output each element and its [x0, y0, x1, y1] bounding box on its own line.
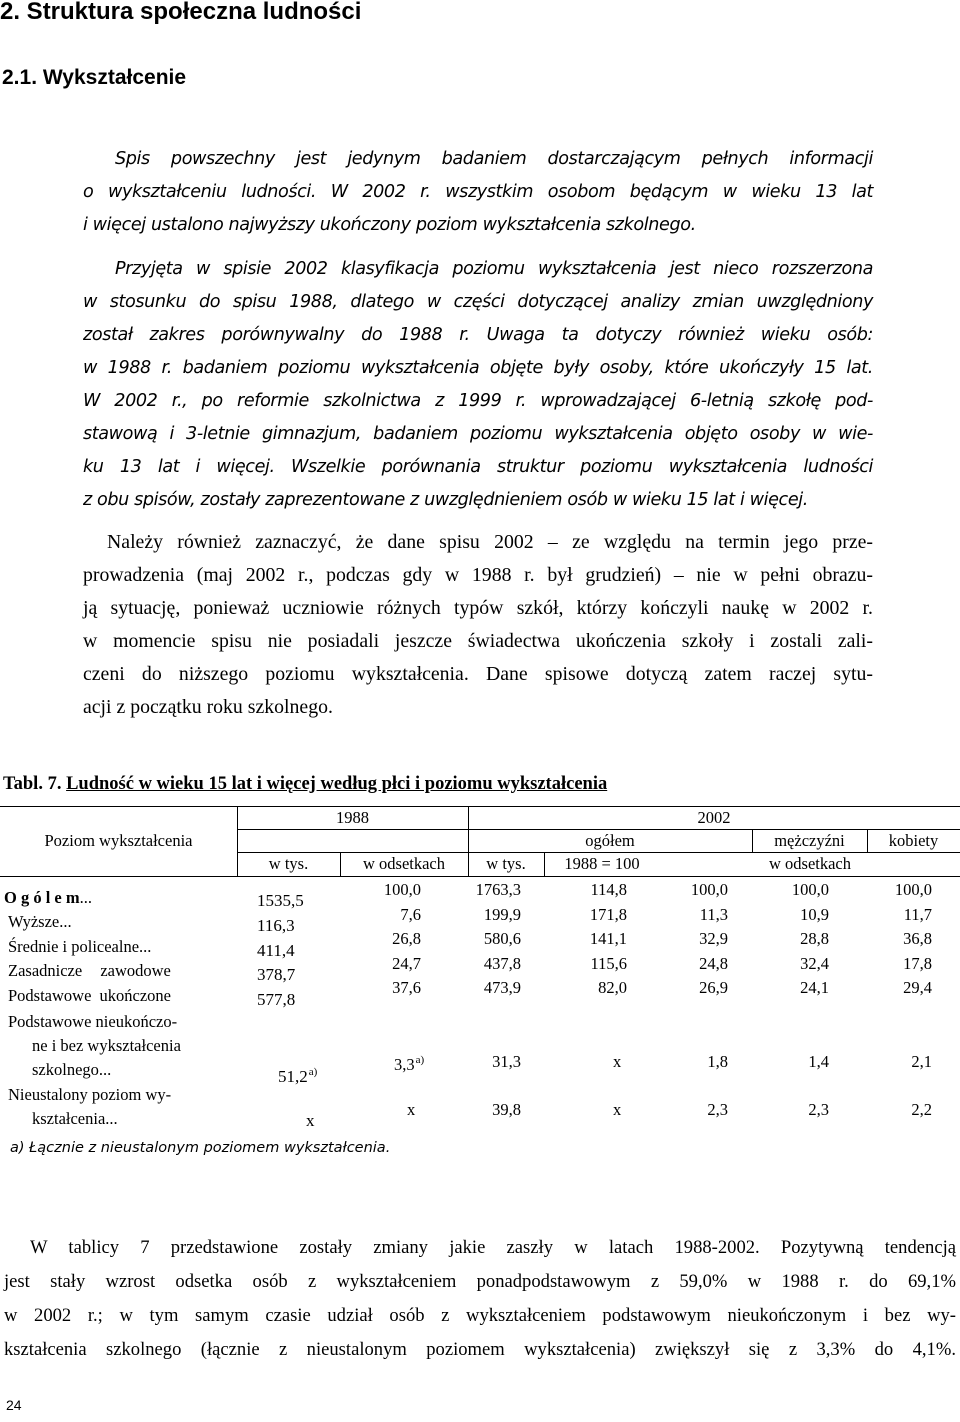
header-rule: [237, 852, 960, 853]
header-percent-1988: w odsetkach: [362, 854, 446, 873]
cell-1988-tys: 411,4: [257, 941, 295, 960]
text-line: W 2002 r., po reformie szkolnictwa z 1999 r. wprowadzającej 6-letnią szkołę pod-: [83, 391, 873, 411]
text-line: o wykształceniu ludności. W 2002 r. wszystkim osobom będącym w wieku 13 lat: [83, 182, 873, 202]
text-line: Przyjęta w spisie 2002 klasyfikacja poziomu wykształcenia jest nieco rozszerzona: [115, 259, 873, 279]
cell-2002-tys: 199,9: [483, 905, 521, 924]
row-label-vocational: Zasadnicze zawodowe: [8, 961, 171, 980]
cell-2002-tys: 31,3: [492, 1052, 521, 1071]
cell-men-pct: 1,4: [808, 1052, 829, 1071]
text-line: stawową i 3-letnie gimnazjum, badaniem poziomu wykształcenia objęto osoby w wie-: [83, 424, 873, 444]
row-label-unknown: [8, 1083, 171, 1131]
cell-index: 114,8: [590, 880, 627, 899]
cell-women-pct: 29,4: [903, 978, 932, 997]
cell-men-pct: 24,1: [800, 978, 829, 997]
cell-2002-tys: 580,6: [483, 929, 521, 948]
page-number: 24: [6, 1397, 22, 1413]
cell-1988-tys: 1535,5: [257, 891, 304, 910]
cell-1988-tys: x: [306, 1111, 315, 1130]
cell-women-pct: 36,8: [903, 929, 932, 948]
header-thousands-2002: w tys.: [486, 854, 526, 873]
cell-men-pct: 100,0: [791, 880, 829, 899]
cell-women-pct: 2,1: [911, 1052, 932, 1071]
header-percent-2002: w odsetkach: [768, 854, 852, 873]
text-line: jest stały wzrost odsetka osób z wykształceniem ponadpodstawowym z 59,0% w 1988 r. do 69,1%: [4, 1271, 956, 1292]
row-label-total: O g ó l e m...: [4, 888, 92, 907]
cell-1988-tys: 51,2$^{a)}$: [278, 1066, 318, 1086]
cell-index: 82,0: [598, 978, 627, 997]
paragraph-summary: [4, 1231, 956, 1367]
cell-1988-pct: 7,6: [400, 905, 421, 924]
cell-index: x: [613, 1052, 622, 1071]
cell-2002-total-pct: 1,8: [707, 1052, 728, 1071]
table-number: Tabl. 7.: [3, 774, 62, 794]
cell-men-pct: 32,4: [800, 954, 829, 973]
text-line: W tablicy 7 przedstawione zostały zmiany jakie zaszły w latach 1988-2002. Pozytywną tendencją: [30, 1237, 956, 1258]
table-caption: [3, 774, 607, 795]
cell-men-pct: 2,3: [808, 1100, 829, 1119]
cell-women-pct: 100,0: [894, 880, 932, 899]
cell-men-pct: 28,8: [800, 929, 829, 948]
cell-1988-pct: 100,0: [383, 880, 421, 899]
header-total: ogółem: [585, 831, 635, 850]
row-label-secondary: Średnie i policealne...: [8, 937, 152, 956]
text-line: Spis powszechny jest jedynym badaniem dostarczającym pełnych informacji: [115, 149, 873, 169]
stub-header: Poziom wykształcenia: [44, 831, 193, 850]
cell-index: 115,6: [590, 954, 627, 973]
paragraph-1: [83, 143, 873, 242]
text-line: kształcenia szkolnego (łącznie z nieustalonym poziomem wykształcenia) zwiększył się z 3,3% do 4,1%.: [4, 1339, 956, 1360]
header-women: kobiety: [888, 831, 939, 850]
cell-women-pct: 17,8: [903, 954, 932, 973]
cell-2002-total-pct: 2,3: [707, 1100, 728, 1119]
header-thousands-1988: w tys.: [268, 854, 309, 873]
label-line: Nieustalony poziom wy-: [8, 1085, 172, 1104]
cell-1988-pct: 24,7: [392, 954, 421, 973]
text-line: ku 13 lat i więcej. Wszelkie porównania struktur poziomu wykształcenia ludności: [83, 457, 873, 477]
cell-women-pct: 2,2: [911, 1100, 932, 1119]
chapter-heading: 2. Struktura społeczna ludności: [0, 0, 362, 25]
paragraph-2: [83, 253, 873, 517]
section-heading: 2.1. Wykształcenie: [2, 66, 187, 89]
text-line: w momencie spisu nie posiadali jeszcze świadectwa ukończenia szkoły i zostali zali-: [83, 630, 873, 652]
cell-women-pct: 11,7: [903, 905, 932, 924]
cell-index: x: [613, 1100, 622, 1119]
text-line: ją sytuację, ponieważ uczniowie różnych typów szkół, którzy kończyli naukę w 2002 r.: [83, 597, 873, 619]
text-line: w 2002 r.; w tym samym czasie udział osób z wykształceniem podstawowym nieukończonym i bez wy-: [4, 1305, 956, 1326]
paragraph-3: [83, 526, 873, 724]
cell-2002-total-pct: 24,8: [699, 954, 728, 973]
cell-1988-pct: 26,8: [392, 929, 421, 948]
cell-2002-tys: 473,9: [483, 978, 521, 997]
text-line: acji z początku roku szkolnego.: [83, 696, 333, 718]
header-bottom-rule: [0, 876, 960, 877]
text-line: z obu spisów, zostały zaprezentowane z uwzględnieniem osób w wieku 15 lat i więcej.: [83, 490, 808, 510]
cell-2002-tys: 39,8: [492, 1100, 521, 1119]
cell-index: 141,1: [589, 929, 627, 948]
text-line: i więcej ustalono najwyższy ukończony poziom wykształcenia szkolnego.: [83, 215, 696, 235]
text-line: czeni do niższego poziomu wykształcenia. Dane spisowe dotyczą zatem raczej sytu-: [83, 663, 873, 685]
row-label-primary-incomplete: [8, 1010, 181, 1082]
year-header-1988: 1988: [336, 808, 369, 827]
text-line: w 1988 r. badaniem poziomu wykształcenia objęte były osoby, które ukończyły 15 lat.: [83, 358, 873, 378]
label-line: Podstawowe nieukończo-: [8, 1012, 178, 1031]
row-label-higher: Wyższe...: [8, 912, 72, 931]
table-title: Ludność w wieku 15 lat i więcej według płci i poziomu wykształcenia: [66, 774, 608, 794]
header-index: 1988 = 100: [564, 854, 640, 873]
cell-1988-pct: 3,3$^{a)}$: [394, 1054, 425, 1074]
cell-2002-total-pct: 26,9: [699, 978, 728, 997]
label-line: kształcenia...: [32, 1109, 118, 1128]
cell-2002-tys: 1763,3: [475, 880, 521, 899]
text-line: został zakres porównywalny do 1988 r. Uwaga ta dotyczy również wieku osób:: [83, 325, 873, 345]
cell-2002-tys: 437,8: [483, 954, 521, 973]
table-footnote: a) Łącznie z nieustalonym poziomem wykształcenia.: [10, 1140, 391, 1156]
header-rule: [237, 829, 960, 830]
cell-2002-total-pct: 32,9: [699, 929, 728, 948]
row-label-primary: Podstawowe ukończone: [8, 986, 172, 1005]
cell-men-pct: 10,9: [800, 905, 829, 924]
text-line: Należy również zaznaczyć, że dane spisu 2002 – ze względu na termin jego prze-: [107, 531, 873, 553]
label-line: szkolnego...: [32, 1060, 112, 1079]
cell-1988-tys: 378,7: [257, 965, 296, 984]
cell-1988-tys: 577,8: [257, 990, 296, 1009]
table-top-rule: [0, 806, 960, 807]
cell-1988-pct: 37,6: [392, 978, 421, 997]
text-line: prowadzenia (maj 2002 r., podczas gdy w 1988 r. był grudzień) – nie w pełni obrazu-: [83, 564, 873, 586]
header-men: mężczyźni: [774, 831, 845, 850]
cell-2002-total-pct: 11,3: [699, 905, 728, 924]
label-line: ne i bez wykształcenia: [32, 1036, 181, 1055]
cell-1988-tys: 116,3: [257, 916, 295, 935]
cell-2002-total-pct: 100,0: [690, 880, 728, 899]
year-header-2002: 2002: [697, 808, 731, 827]
cell-index: 171,8: [589, 905, 627, 924]
cell-1988-pct: x: [407, 1100, 416, 1119]
text-line: w stosunku do spisu 1988, dlatego w części dotyczącej analizy zmian uwzględniony: [83, 292, 873, 312]
